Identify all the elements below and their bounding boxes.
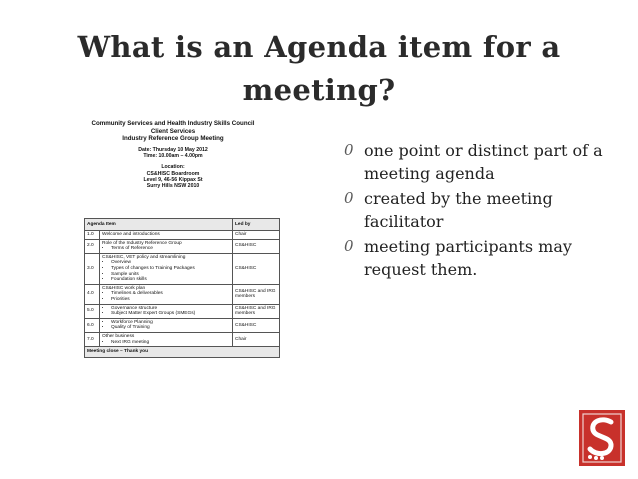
- agenda-subitem: • Workforce Planning: [111, 320, 230, 326]
- bullet-text: one point or distinct part of a meeting agenda: [364, 141, 603, 183]
- agenda-subitems: [102, 306, 230, 317]
- agenda-row-content: [100, 318, 233, 332]
- agenda-row-led-by: CS&HISC: [233, 318, 280, 332]
- meeting-close-text: Meeting close – Thank you: [85, 347, 280, 358]
- header-led-by: Led by: [233, 219, 280, 231]
- doc-location-line: Surry Hills NSW 2010: [146, 183, 200, 190]
- agenda-subitem: • Sample units: [111, 272, 230, 278]
- doc-time: Time: 10.00am – 4.00pm: [143, 153, 203, 160]
- title-line-1: What is an Agenda item for a: [77, 30, 561, 64]
- agenda-row-led-by: CS&HISC: [233, 253, 280, 284]
- agenda-row-content: [100, 231, 233, 240]
- agenda-subitems: [102, 291, 230, 302]
- agenda-row-number: 7.0: [85, 332, 100, 346]
- bullet-marker: 0: [344, 141, 354, 159]
- bullet-item: [340, 188, 630, 233]
- agenda-row-number: 2.0: [85, 239, 100, 253]
- agenda-row-number: 1.0: [85, 231, 100, 240]
- agenda-row-content: [100, 253, 233, 284]
- doc-header-line: Industry Reference Group Meeting: [122, 135, 224, 143]
- agenda-table-header: [85, 219, 280, 231]
- bullet-marker: 0: [344, 237, 354, 255]
- agenda-subitems: [102, 246, 230, 252]
- agenda-subitem: • Next IRG meeting: [111, 340, 230, 346]
- agenda-row-number: 4.0: [85, 284, 100, 304]
- agenda-table-body: [85, 231, 280, 347]
- doc-date: Date: Thursday 10 May 2012: [138, 146, 208, 153]
- agenda-row: [85, 231, 280, 240]
- agenda-row-led-by: CS&HISC: [233, 239, 280, 253]
- doc-location: [66, 164, 280, 189]
- agenda-subitems: [102, 320, 230, 331]
- doc-location-label: Location:: [161, 164, 185, 171]
- agenda-subitem: • Overview: [111, 260, 230, 266]
- title-line-2: meeting?: [242, 73, 396, 107]
- agenda-row-number: 5.0: [85, 304, 100, 318]
- agenda-subitem: • Quality of Training: [111, 325, 230, 331]
- doc-header: [66, 120, 280, 143]
- agenda-row: [85, 239, 280, 253]
- agenda-subitem: • Timelines & deliverables: [111, 291, 230, 297]
- agenda-subitem: • Types of changes to Training Packages: [111, 266, 230, 272]
- agenda-subitems: [102, 260, 230, 282]
- agenda-row-led-by: Chair: [233, 332, 280, 346]
- agenda-subitem: • Priorities: [111, 297, 230, 303]
- agenda-close-row: [85, 347, 280, 358]
- agenda-row-title: Role of the Industry Reference Group: [102, 240, 182, 246]
- logo-dot: [594, 456, 598, 460]
- logo-dot: [600, 456, 604, 460]
- agenda-row-title: CS&HISC, VET policy and streamlining: [102, 254, 186, 260]
- logo-dot: [588, 455, 592, 459]
- bullet-item: [340, 236, 630, 281]
- agenda-subitem: • Terms of Reference: [111, 246, 230, 252]
- doc-header-line: Client Services: [150, 127, 196, 135]
- slide-title: [40, 26, 598, 112]
- agenda-table: [84, 218, 280, 358]
- agenda-row-led-by: CS&HISC and IRG members: [233, 284, 280, 304]
- bullet-text: meeting participants may request them.: [364, 237, 572, 279]
- agenda-subitem: • Subject Matter Expert Groups (SMEGs): [111, 311, 230, 317]
- agenda-row: [85, 318, 280, 332]
- agenda-row-title: CS&HISC work plan: [102, 285, 146, 291]
- agenda-row: [85, 304, 280, 318]
- bullet-text: created by the meeting facilitator: [364, 189, 553, 231]
- cshisc-logo-icon: [578, 409, 626, 467]
- agenda-row: [85, 284, 280, 304]
- agenda-subitem: • Governance structure: [111, 306, 230, 312]
- agenda-row-number: 6.0: [85, 318, 100, 332]
- agenda-row-content: [100, 304, 233, 318]
- doc-header-line: Community Services and Health Industry Skills Council: [91, 120, 255, 127]
- bullet-list: [340, 140, 630, 284]
- agenda-document-image: [66, 120, 280, 430]
- doc-location-line: CS&HISC Boardroom: [146, 170, 200, 177]
- bullet-item: [340, 140, 630, 185]
- agenda-row-title: Other business: [102, 333, 135, 339]
- agenda-row: [85, 253, 280, 284]
- agenda-row-title: Welcome and introductions: [102, 232, 160, 237]
- agenda-row-content: [100, 284, 233, 304]
- header-agenda-item: Agenda Item: [85, 219, 233, 231]
- agenda-row: [85, 332, 280, 346]
- doc-meeting-time: [66, 147, 280, 160]
- agenda-subitems: [102, 340, 230, 346]
- agenda-row-content: [100, 332, 233, 346]
- agenda-subitem: • Foundation skills: [111, 277, 230, 283]
- agenda-row-led-by: Chair: [233, 231, 280, 240]
- agenda-row-led-by: CS&HISC and IRG members: [233, 304, 280, 318]
- doc-location-line: Level 9, 46-56 Kippax St: [143, 176, 203, 183]
- agenda-row-content: [100, 239, 233, 253]
- agenda-row-number: 3.0: [85, 253, 100, 284]
- bullet-marker: 0: [344, 189, 354, 207]
